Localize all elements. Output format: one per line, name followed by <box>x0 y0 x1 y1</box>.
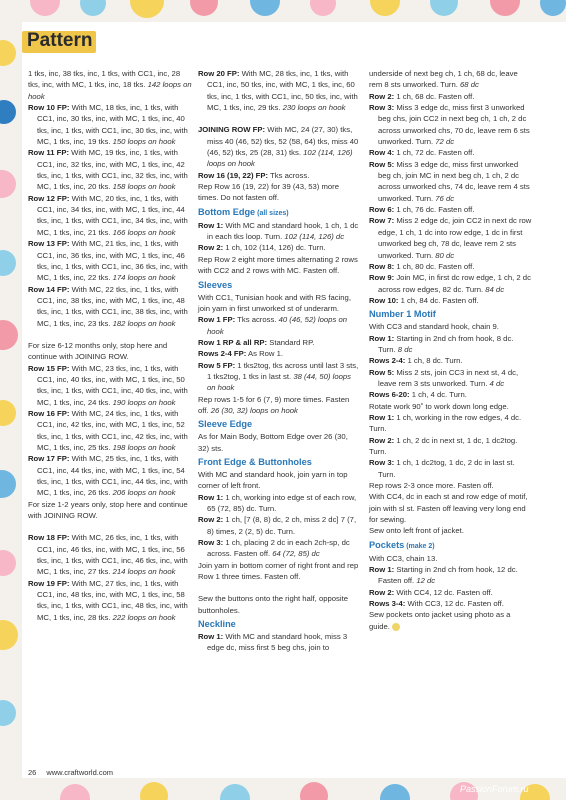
instruction-row: Row 10 FP: With MC, 18 tks, inc, 1 tks, with CC1, inc, 30 tks, inc, with MC, 1 tks, inc, 40 tks, inc, 1 tks, with CC1, inc, 30 tks, inc, with MC, 1 tks, inc, 19 tks. 150 loops on hook <box>28 103 188 147</box>
instruction-text: With CC3 and standard hook, chain 9. <box>369 322 499 332</box>
instruction-row: Row 5 FP: 1 tks2tog, tks across until last 3 sts, 1 tks2tog, 1 tks in last st. 38 (44, 50) loops on hook <box>198 360 359 393</box>
instruction-text: Sew onto left front of jacket. <box>369 526 464 536</box>
instruction-row: Row 3: 1 ch, placing 2 dc in each 2ch-sp, dc across. Fasten off. 64 (72, 85) dc <box>198 538 350 559</box>
instruction-row: Row 14 FP: With MC, 22 tks, inc, 1 tks, with CC1, inc, 38 tks, inc, with MC, 1 tks, inc, 48 tks, inc, 1 tks, with CC1, inc, 38 tks, inc, with MC, 1 tks, inc, 23 tks. 182 loops on hook <box>28 284 188 328</box>
instruction-text: underside of next beg ch, 1 ch, 68 dc, leave rem 8 sts unworked. Turn. 68 dc <box>369 69 518 90</box>
section-heading: Bottom Edge (all sizes) <box>198 206 289 217</box>
instruction-text: With CC3, chain 13. <box>369 553 438 563</box>
instruction-row: Row 16 FP: With MC, 24 tks, inc, 1 tks, with CC1, inc, 42 tks, inc, with MC, 1 tks, inc, 52 tks, inc, 1 tks, with CC1, inc, 42 tks, inc, with MC, 1 tks, inc, 25 tks. 198 loops on hook <box>28 408 188 452</box>
instruction-row: Row 12 FP: With MC, 20 tks, inc, 1 tks, with CC1, inc, 34 tks, inc, with MC, 1 tks, inc, 44 tks, inc, 1 tks, with CC1, inc, 34 tks, inc, with MC, 1 tks, inc, 21 tks. 166 loops on hook <box>28 193 188 237</box>
site-url[interactable]: www.craftworld.com <box>46 768 114 777</box>
instruction-text: Sew the buttons onto the right half, opposite buttonholes. <box>198 594 349 615</box>
instruction-row: Row 16 (19, 22) FP: Tks across. <box>198 170 310 180</box>
instruction-row: JOINING ROW FP: With MC, 24 (27, 30) tks, miss 40 (46, 52) tks, 52 (58, 64) tks, miss 40 (46, 52) tks, 25 (28, 31) tks. 102 (114, 126) loops on hook <box>198 125 359 169</box>
instruction-row: Row 2: 1 ch, 68 dc. Fasten off. <box>369 91 475 101</box>
floral-border-top <box>0 0 566 22</box>
page-footer <box>28 768 113 777</box>
instruction-text: Turn. <box>369 447 387 456</box>
section-heading: Sleeves <box>198 279 233 290</box>
instruction-row: Row 5: Miss 2 sts, join CC3 in next st, 4 dc, leave rem 3 sts unworked. Turn. 4 dc <box>369 367 519 388</box>
instruction-row: Row 19 FP: With MC, 27 tks, inc, 1 tks, with CC1, inc, 48 tks, inc, with MC, 1 tks, inc, 58 tks, inc, 1 tks, with CC1, inc, 48 tks, inc, with MC, 1 tks, inc, 28 tks. 222 loops on hook <box>28 578 188 622</box>
watermark: PassionForum.ru <box>460 784 529 794</box>
spacer <box>28 329 192 340</box>
spacer <box>198 113 360 124</box>
instruction-row: Row 8: 1 ch, 80 dc. Fasten off. <box>369 261 475 271</box>
column-3 <box>369 68 533 632</box>
instruction-row: Row 17 FP: With MC, 25 tks, inc, 1 tks, with CC1, inc, 44 tks, inc, with MC, 1 tks, inc, 54 tks, inc, 1 tks, with CC1, inc, 44 tks, inc, with MC, 1 tks, inc, 26 tks. 206 loops on hook <box>28 454 188 498</box>
section-heading: Neckline <box>198 619 236 630</box>
instruction-row: Row 18 FP: With MC, 26 tks, inc, 1 tks, with CC1, inc, 46 tks, inc, with MC, 1 tks, inc, 56 tks, inc, 1 tks, with CC1, inc, 46 tks, inc, with MC, 1 tks, inc, 27 tks. 214 loops on hook <box>28 533 188 577</box>
instruction-text: Sew pockets onto jacket using photo as a guide. <box>369 610 511 631</box>
instruction-row: Row 11 FP: With MC, 19 tks, inc, 1 tks, with CC1, inc, 32 tks, inc, with MC, 1 tks, inc, 42 tks, inc, 1 tks, with CC1, inc, 32 tks, inc, with MC, 1 tks, inc, 20 tks. 158 loops on hook <box>28 148 188 192</box>
instruction-text: Rep Row 16 (19, 22) for 39 (43, 53) more times. Do not fasten off. <box>198 182 340 203</box>
instruction-text: As for Main Body, Bottom Edge over 26 (30, 32) sts. <box>198 432 348 453</box>
instruction-text: With CC1, Tunisian hook and with RS facing, join yarn in first unworked st of underarm. <box>198 292 351 313</box>
instruction-row: Row 9: Join MC, in first dc row edge, 1 ch, 2 dc across row edges, 82 dc. Turn. 84 dc <box>369 273 531 294</box>
instruction-row: Row 1: With MC and standard hook, 1 ch, 1 dc in each tks loop. Turn. 102 (114, 126) dc <box>198 220 359 242</box>
instruction-text: Turn. <box>369 424 387 434</box>
instruction-row: Row 5: Miss 3 edge dc, miss first unworked beg ch, join MC in next beg ch, 1 ch, 2 dc across unworked chs, 74 dc, leave rem 4 sts unworked. Turn. 76 dc <box>369 159 530 203</box>
instruction-row: Row 1: Starting in 2nd ch from hook, 12 dc. Fasten off. 12 dc <box>369 565 518 586</box>
instruction-text: 1 tks, inc, 38 tks, inc, 1 tks, with CC1, inc, 28 tks, inc, with MC, 1 tks, inc, 18 tks. 142 loops on hook <box>28 69 192 101</box>
instruction-text: Rotate work 90˚ to work down long edge. <box>369 401 509 411</box>
instruction-text: Join yarn in bottom corner of right front and rep Row 1 three times. Fasten off. <box>198 560 359 582</box>
instruction-row: Row 1: With MC and standard hook, miss 3 edge dc, miss first 5 beg chs, join to <box>198 632 348 653</box>
instruction-row: Row 1: 1 ch, working in the row edges, 4 dc. <box>369 412 522 422</box>
instruction-row: Row 1: Starting in 2nd ch from hook, 8 dc. Turn. 8 dc <box>369 333 514 354</box>
instruction-row: Row 1 RP & all RP: Standard RP. <box>198 337 315 347</box>
instruction-row: Rows 2-4: 1 ch, 8 dc. Turn. <box>369 356 463 366</box>
instruction-row: Rows 2-4 FP: As Row 1. <box>198 349 284 359</box>
section-heading: Sleeve Edge <box>198 419 253 430</box>
instruction-text: For size 1-2 years only, stop here and continue with JOINING ROW. <box>28 499 188 521</box>
instruction-row: Row 13 FP: With MC, 21 tks, inc, 1 tks, with CC1, inc, 36 tks, inc, with MC, 1 tks, inc, 46 tks, inc, 1 tks, with CC1, inc, 36 tks, inc, with MC, 1 tks, inc, 22 tks. 174 loops on hook <box>28 239 188 283</box>
instruction-row: Row 3: 1 ch, 1 dc2tog, 1 dc, 2 dc in last st. Turn. <box>369 458 515 479</box>
instruction-row: Row 3: Miss 3 edge dc, miss first 3 unworked beg chs, join CC2 in next beg ch, 1 ch, 2 dc across unworked chs, 70 dc, leave rem 6 sts unworked. Turn. 72 dc <box>369 103 530 147</box>
end-dot-icon <box>392 623 400 631</box>
instruction-text: For size 6-12 months only, stop here and continue with JOINING ROW. <box>28 340 168 362</box>
instruction-row: Row 10: 1 ch, 84 dc. Fasten off. <box>369 295 479 305</box>
instruction-row: Row 2: With CC4, 12 dc. Fasten off. <box>369 587 493 597</box>
instruction-row: Row 2: 1 ch, [7 (8, 8) dc, 2 ch, miss 2 dc] 7 (7, 8) times, 2 (2, 5) dc. Turn. <box>198 515 357 536</box>
instruction-row: Row 1 FP: Tks across. 40 (46, 52) loops on hook <box>198 315 347 336</box>
instruction-row: Row 4: 1 ch, 72 dc. Fasten off. <box>369 148 475 158</box>
instruction-row: Rows 3-4: With CC3, 12 dc. Fasten off. <box>369 599 504 609</box>
page-title: Pattern <box>27 30 93 51</box>
instruction-text: Rep rows 2-3 once more. Fasten off. <box>369 481 494 491</box>
section-heading: Pockets (make 2) <box>369 539 435 550</box>
instruction-text: Rep Row 2 eight more times alternating 2 rows with CC2 and 2 rows with MC. Fasten off. <box>198 254 358 276</box>
spacer <box>198 582 360 593</box>
floral-border-left <box>0 0 22 800</box>
instruction-row: Row 7: Miss 2 edge dc, join CC2 in next dc row edge, 1 ch, 1 dc into row edge, 1 dc in first unworked beg ch, 78 dc, leave rem 2 sts unworked. Turn. 80 dc <box>369 216 532 260</box>
instruction-text: With CC4, dc in each st and row edge of motif, join with sl st. Fasten off leaving very long end for sewing. <box>369 492 528 525</box>
instruction-row: Row 20 FP: With MC, 28 tks, inc, 1 tks, with CC1, inc, 50 tks, inc, with MC, 1 tks, inc, 60 tks, inc, 1 tks, with CC1, inc, 50 tks, inc, with MC, 1 tks, inc, 29 tks. 230 loops on hook <box>198 69 358 113</box>
instruction-text: Rep rows 1-5 for 6 (7, 9) more times. Fasten off. 26 (30, 32) loops on hook <box>198 394 350 415</box>
instruction-row: Row 1: 1 ch, working into edge st of each row, 65 (72, 85) dc. Turn. <box>198 492 357 513</box>
section-heading: Number 1 Motif <box>369 309 436 320</box>
instruction-row: Row 2: 1 ch, 102 (114, 126) dc. Turn. <box>198 243 326 253</box>
instruction-row: Row 2: 1 ch, 2 dc in next st, 1 dc, 1 dc2tog. <box>369 435 518 445</box>
section-heading: Front Edge & Buttonholes <box>198 456 312 467</box>
instruction-text: With MC and standard hook, join yarn in top corner of left front. <box>198 469 348 491</box>
instruction-row: Rows 6-20: 1 ch, 4 dc. Turn. <box>369 390 467 400</box>
instruction-row: Row 6: 1 ch, 76 dc. Fasten off. <box>369 205 475 215</box>
instruction-row: Row 15 FP: With MC, 23 tks, inc, 1 tks, with CC1, inc, 40 tks, inc, with MC, 1 tks, inc, 50 tks, inc, 1 tks, with CC1, inc, 40 tks, inc, with MC, 1 tks, inc, 24 tks. 190 loops on hook <box>28 363 188 407</box>
column-1 <box>28 68 192 623</box>
column-2 <box>198 68 360 654</box>
spacer <box>28 521 192 532</box>
page-number: 26 <box>28 768 37 777</box>
